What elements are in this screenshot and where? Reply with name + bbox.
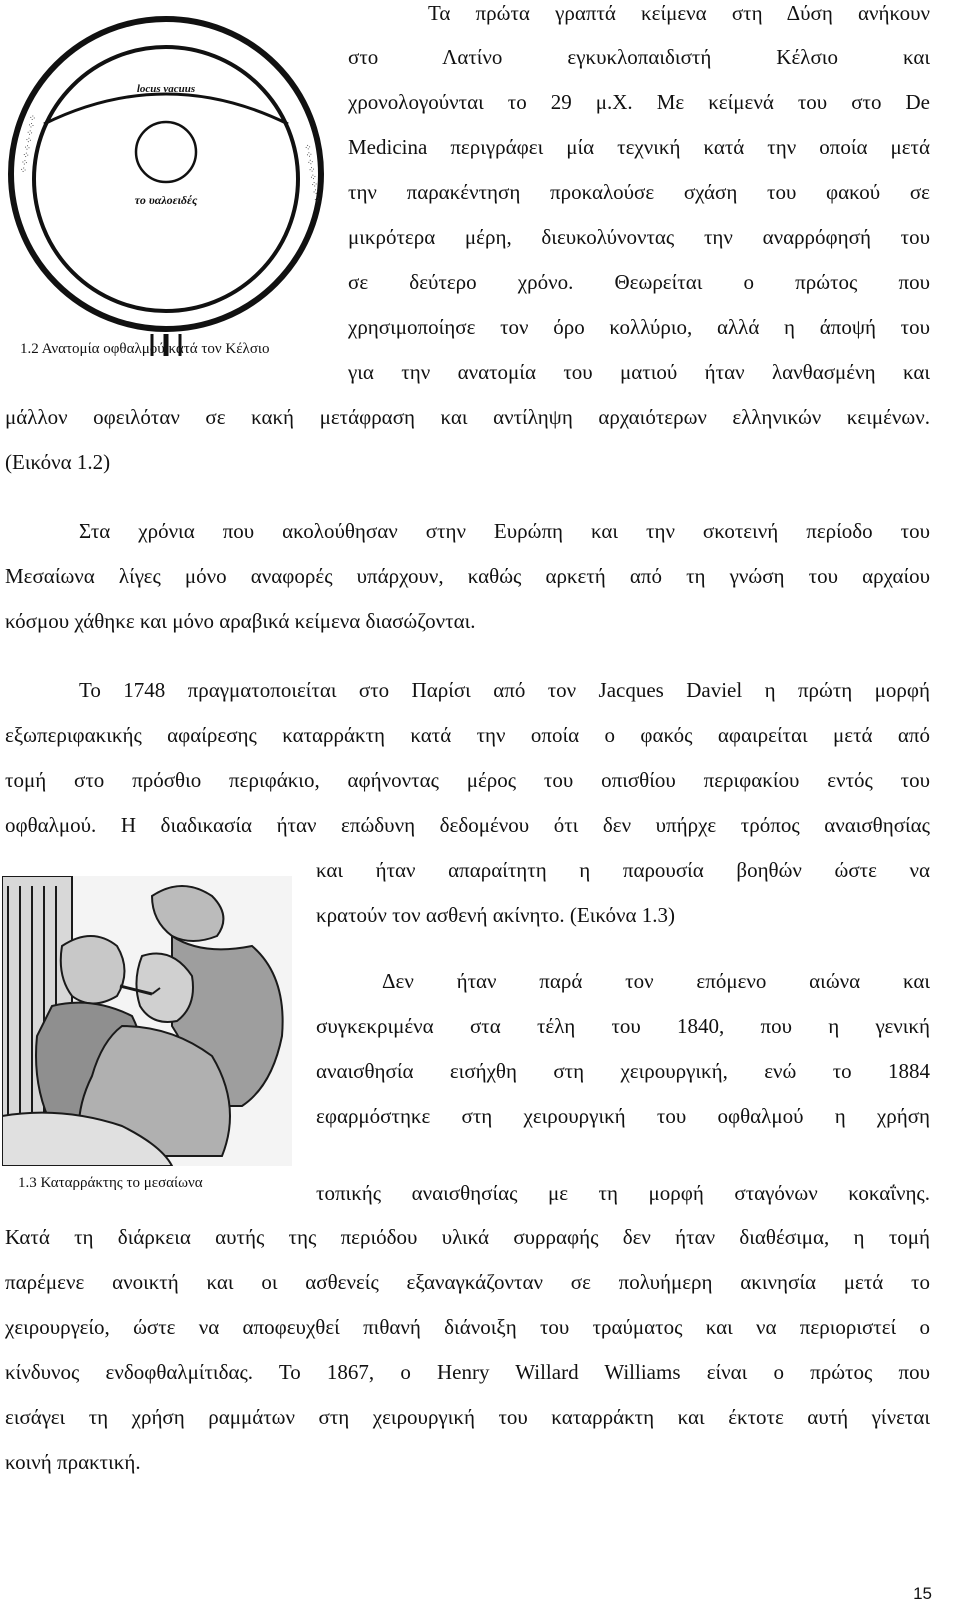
text-line: εξωπεριφακικής αφαίρεσης καταρράκτη κατά την οποία ο φακός αφαιρείται μετά από bbox=[5, 723, 930, 747]
text-line: Κατά τη διάρκεια αυτής της περιόδου υλικά συρραφής δεν ήταν διαθέσιμα, η τομή bbox=[5, 1225, 930, 1249]
text-line: κρατούν τον ασθενή ακίνητο. (Εικόνα 1.3) bbox=[316, 903, 675, 927]
text-line: Το 1748 πραγματοποιείται στο Παρίσι από τον Jacques Daviel η πρώτη μορφή bbox=[79, 678, 930, 702]
text-line: παρέμενε ανοικτή και οι ασθενείς εξαναγκάζονταν σε πολυήμερη ακινησία μετά το bbox=[5, 1270, 930, 1294]
eye-anatomy-figure bbox=[4, 4, 330, 356]
text-line: Medicina περιγράφει μία τεχνική κατά την οποία μετά bbox=[348, 135, 930, 159]
text-line: χρονολογούνται το 29 μ.Χ. Με κείμενά του στο De bbox=[348, 90, 930, 114]
figure-caption-eye-anatomy: 1.2 Ανατομία οφθαλμού κατά τον Κέλσιο bbox=[20, 341, 270, 357]
text-line: (Εικόνα 1.2) bbox=[5, 450, 111, 474]
text-line: την παρακέντηση προκαλούσε σχάση του φακού σε bbox=[348, 180, 930, 204]
cataract-medieval-figure bbox=[2, 876, 292, 1166]
text-line: τοπικής αναισθησίας με τη μορφή σταγόνων κοκαΐνης. bbox=[316, 1181, 930, 1205]
text-line: στο Λατίνο εγκυκλοπαιδιστή Κέλσιο και bbox=[348, 45, 930, 69]
text-line: τομή στο πρόσθιο περιφάκιο, αφήνοντας μέρος του οπισθίου περιφακίου εντός του bbox=[5, 768, 930, 792]
eye-anatomy-diagram-illustration bbox=[4, 4, 330, 356]
svg-text:⁘⁘⁘⁘⁘⁘⁘⁘: ⁘⁘⁘⁘⁘⁘⁘⁘ bbox=[18, 113, 39, 175]
text-line: Μεσαίωνα λίγες μόνο αναφορές υπάρχουν, καθώς αρκετή από τη γνώση του αρχαίου bbox=[5, 564, 930, 588]
eye-label-vitreous: το υαλοειδές bbox=[134, 193, 198, 207]
text-line: σε δεύτερο χρόνο. Θεωρείται ο πρώτος που bbox=[348, 270, 930, 294]
text-line: οφθαλμού. Η διαδικασία ήταν επώδυνη δεδομένου ότι δεν υπήρχε τρόπος αναισθησίας bbox=[5, 813, 930, 837]
text-line: εισάγει τη χρήση ραμμάτων στη χειρουργική του καταρράκτη και έκτοτε αυτή γίνεται bbox=[5, 1405, 930, 1429]
text-line: μάλλον οφειλόταν σε κακή μετάφραση και αντίληψη αρχαιότερων ελληνικών κειμένων. bbox=[5, 405, 930, 429]
text-line: Τα πρώτα γραπτά κείμενα στη Δύση ανήκουν bbox=[428, 1, 930, 25]
text-line: μικρότερα μέρη, διευκολύνοντας την αναρρόφησή του bbox=[348, 225, 930, 249]
text-line: κοινή πρακτική. bbox=[5, 1450, 141, 1474]
eye-label-locus: locus vacuus bbox=[136, 83, 196, 95]
svg-text:⁘⁘⁘⁘⁘⁘⁘⁘: ⁘⁘⁘⁘⁘⁘⁘⁘ bbox=[302, 142, 323, 204]
figure-caption-cataract: 1.3 Καταρράκτης το μεσαίωνα bbox=[18, 1175, 203, 1191]
text-line: για την ανατομία του ματιού ήταν λανθασμένη και bbox=[348, 360, 930, 384]
text-line: εφαρμόστηκε στη χειρουργική του οφθαλμού η χρήση bbox=[316, 1104, 930, 1128]
medieval-cataract-surgery-woodcut bbox=[2, 876, 292, 1166]
text-line: συγκεκριμένα στα τέλη του 1840, που η γενική bbox=[316, 1014, 930, 1038]
text-line: Δεν ήταν παρά τον επόμενο αιώνα και bbox=[382, 969, 930, 993]
text-line: κίνδυνος ενδοφθαλμίτιδας. Το 1867, ο Henry Willard Williams είναι ο πρώτος που bbox=[5, 1360, 930, 1384]
text-line: και ήταν απαραίτητη η παρουσία βοηθών ώστε να bbox=[316, 858, 930, 882]
text-line: Στα χρόνια που ακολούθησαν στην Ευρώπη και την σκοτεινή περίοδο του bbox=[79, 519, 930, 543]
page-number: 15 bbox=[913, 1584, 932, 1603]
text-line: αναισθησία εισήχθη στη χειρουργική, ενώ το 1884 bbox=[316, 1059, 930, 1083]
text-line: χρησιμοποίησε τον όρο κολλύριο, αλλά η άποψή του bbox=[348, 315, 930, 339]
text-line: κόσμου χάθηκε και μόνο αραβικά κείμενα διασώζονται. bbox=[5, 609, 476, 633]
text-line: χειρουργείο, ώστε να αποφευχθεί πιθανή διάνοιξη του τραύματος και να περιοριστεί ο bbox=[5, 1315, 930, 1339]
